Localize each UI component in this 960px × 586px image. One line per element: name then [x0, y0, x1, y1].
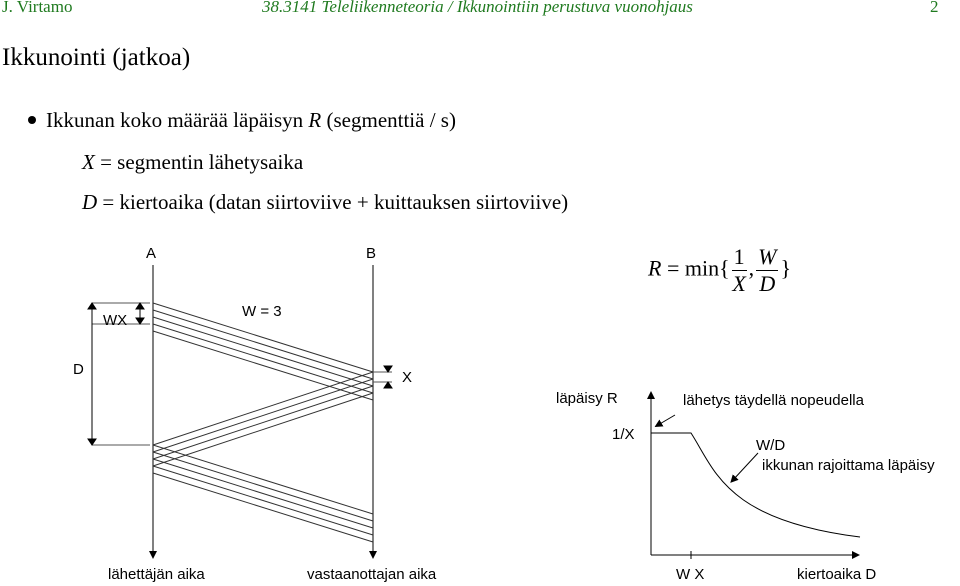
arrow-top [658, 415, 675, 425]
label-window: W = 3 [242, 303, 282, 320]
header-author: J. Virtamo [2, 0, 73, 16]
annotation-window-limited: ikkunan rajoittama läpäisy [762, 457, 935, 474]
fraction-w-over-d [756, 244, 778, 297]
bullet-var-r: R [308, 108, 322, 132]
slide-title: Ikkunointi (jatkoa) [2, 44, 191, 71]
def-d-text: = kiertoaika (datan siirtoviive + kuittauksen siirtoviive) [97, 190, 569, 214]
annotation-full-rate: lähetys täydellä nopeudella [683, 392, 864, 409]
arrow-curve [733, 453, 758, 480]
header-course: 38.3141 Teleliikenneteoria / Ikkunointiin perustuva vuonohjaus [262, 0, 693, 16]
def-d-var: D [82, 190, 98, 214]
formula-close: } [780, 255, 792, 281]
def-x-text: = segmentin lähetysaika [94, 150, 304, 174]
fraction-one-over-x [732, 244, 747, 297]
graph-xlabel: kiertoaika D [797, 566, 877, 583]
graph-xtick: W X [676, 566, 705, 583]
label-x: X [402, 369, 413, 386]
formula-sep: , [748, 255, 755, 281]
graph-ytick: 1/X [612, 426, 635, 443]
data-segments-2 [153, 445, 373, 542]
label-a: A [146, 245, 157, 262]
def-x-var: X [82, 150, 95, 174]
formula-min: = min{ [661, 255, 730, 281]
throughput-formula [648, 244, 791, 297]
graph-ylabel: läpäisy R [556, 390, 618, 407]
frac1-numerator: 1 [733, 244, 745, 269]
frac2-numerator: W [758, 244, 777, 269]
label-sender-time: lähettäjän aika [108, 566, 205, 583]
label-d: D [73, 361, 84, 378]
label-b: B [366, 245, 377, 262]
ack-segments [153, 372, 373, 466]
formula-lhs: R [648, 255, 662, 281]
frac1-denominator: X [732, 271, 746, 296]
label-receiver-time: vastaanottajan aika [307, 566, 437, 583]
page-number: 2 [930, 0, 939, 16]
bullet-text-end: (segmenttiä / s) [321, 108, 456, 132]
annotation-w-over-d: W/D [756, 437, 786, 454]
frac2-denominator: D [759, 271, 776, 296]
bullet-text-start: Ikkunan koko määrää läpäisyn [46, 108, 309, 132]
label-wx: WX [103, 312, 128, 329]
